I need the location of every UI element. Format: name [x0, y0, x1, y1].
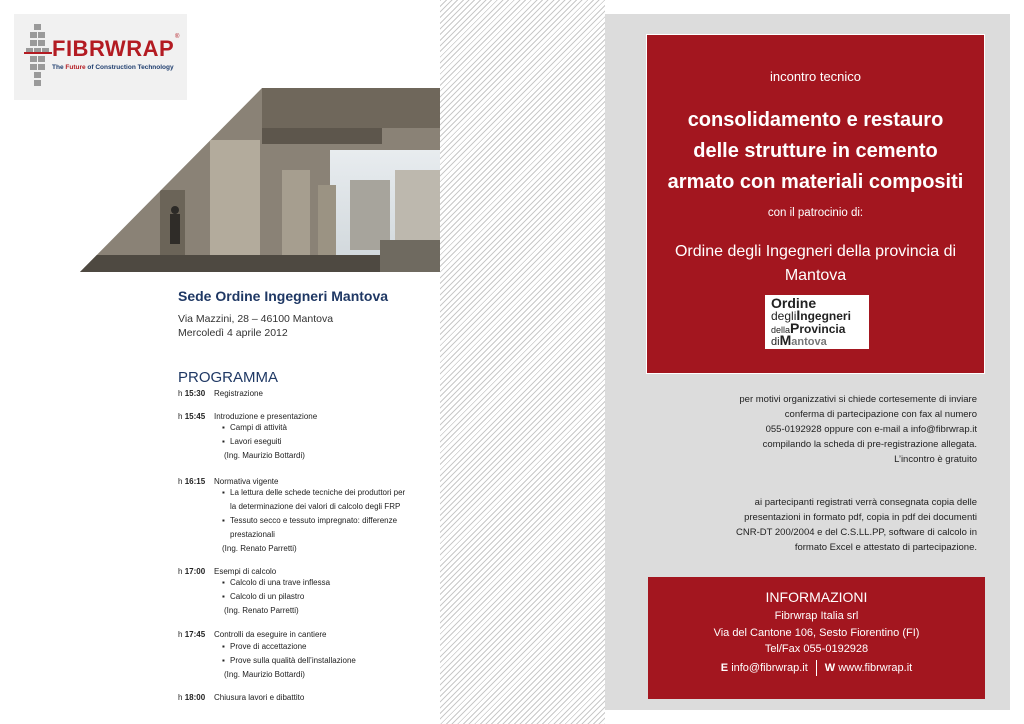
info-title: INFORMAZIONI: [765, 589, 868, 605]
ordine-logo-line: diMantova: [771, 332, 827, 348]
session-bullet: ▪ Prove di accettazione: [230, 642, 307, 651]
event-banner: [646, 34, 985, 374]
session-bullet: ▪ Campi di attività: [230, 423, 287, 432]
email-label: E: [720, 661, 729, 674]
event-kicker: incontro tecnico: [769, 69, 862, 84]
session-speaker: (Ing. Maurizio Bottardi): [224, 670, 305, 679]
session-bullet: ▪ Calcolo di una trave inflessa: [230, 578, 330, 587]
session-item: h 15:30 Registrazione: [178, 389, 263, 398]
session-item: h 15:45 Introduzione e presentazione: [178, 412, 318, 421]
event-title: [647, 105, 984, 198]
contacts-divider: [816, 660, 817, 676]
web-link[interactable]: www.fibrwrap.it: [838, 661, 913, 674]
session-speaker: (Ing. Maurizio Bottardi): [224, 451, 305, 460]
note-line: ai partecipanti registrati verrà consegnata copia delle: [754, 497, 977, 508]
info-box: [648, 577, 985, 699]
session-bullet-cont: prestazionali: [230, 530, 275, 539]
web-label: W: [824, 661, 836, 674]
ordine-title-line: Ordine degli Ingegneri della provincia di: [674, 243, 957, 260]
info-company: Fibrwrap Italia srl: [774, 610, 859, 622]
info-telfax: Tel/Fax 055-0192928: [764, 643, 869, 655]
session-bullet-cont: la determinazione dei valori di calcolo degli FRP: [230, 502, 401, 511]
session-bullet: ▪ Prove sulla qualità dell’installazione: [230, 656, 356, 665]
program-area: [0, 272, 440, 724]
event-title-line: delle strutture in cemento: [693, 140, 938, 162]
venue-title: Sede Ordine Ingegneri Mantova: [178, 288, 389, 304]
hatch-strip: [440, 0, 605, 724]
programma-title: PROGRAMMA: [178, 369, 279, 386]
ordine-logo: [765, 295, 869, 349]
ordine-logo-line: degliIngegneri: [771, 307, 851, 323]
session-item: h 17:00 Esempi di calcolo: [178, 567, 277, 576]
logo-registered: ®: [175, 34, 180, 40]
note-line: formato Excel e attestato di partecipazione.: [794, 542, 977, 553]
note-line: 055-0192928 oppure con e-mail a info@fibrwrap.it: [765, 424, 977, 435]
materials-note: [736, 495, 977, 555]
event-title-line: consolidamento e restauro: [687, 109, 944, 131]
session-item: h 17:45 Controlli da eseguire in cantiere: [178, 630, 327, 639]
ordine-title: [647, 240, 984, 288]
venue-date: Mercoledì 4 aprile 2012: [178, 327, 288, 339]
session-bullet: ▪ Calcolo di un pilastro: [230, 592, 304, 601]
info-contacts: [648, 660, 985, 676]
note-line: presentazioni in formato pdf, copia in pdf dei documenti: [744, 512, 977, 523]
session-speaker: (Ing. Renato Parretti): [224, 606, 299, 615]
ordine-title-line: Mantova: [784, 267, 847, 284]
right-panel: [605, 14, 1010, 710]
info-address: Via del Cantone 106, Sesto Fiorentino (FI): [713, 627, 920, 639]
event-title-line: armato con materiali compositi: [667, 171, 964, 193]
note-line: compilando la scheda di pre-registrazione allegata.: [762, 439, 977, 450]
session-item: h 18:00 Chiusura lavori e dibattito: [178, 693, 305, 702]
session-bullet: ▪ Tessuto secco e tessuto impregnato: differenze: [230, 516, 397, 525]
ordine-logo-line: Ordine: [771, 295, 817, 311]
registration-note: [739, 392, 977, 467]
email-link[interactable]: info@fibrwrap.it: [731, 661, 808, 674]
session-item: h 16:15 Normativa vigente: [178, 477, 279, 486]
note-line: CNR-DT 200/2004 e del C.S.LL.PP, software di calcolo in: [736, 527, 977, 538]
note-line: conferma di partecipazione con fax al numero: [784, 409, 977, 420]
venue-address: Via Mazzini, 28 – 46100 Mantova: [178, 313, 334, 325]
note-line: per motivi organizzativi si chiede cortesemente di inviare: [739, 394, 977, 405]
logo-wordmark: FIBRWRAP: [52, 36, 175, 61]
note-line: L’incontro è gratuito: [894, 454, 977, 465]
patrocinio-label: con il patrocinio di:: [767, 207, 864, 219]
ordine-logo-line: dellaProvincia: [771, 320, 846, 336]
session-speaker: (Ing. Renato Parretti): [222, 544, 297, 553]
fibrwrap-mark-icon: [24, 22, 52, 88]
fibrwrap-logo: [14, 14, 187, 100]
session-bullet: ▪ Lavori eseguiti: [230, 437, 282, 446]
logo-tagline: The Future of Construction Technology: [52, 64, 174, 71]
session-bullet: ▪ La lettura delle schede tecniche dei produttori per: [230, 488, 405, 497]
